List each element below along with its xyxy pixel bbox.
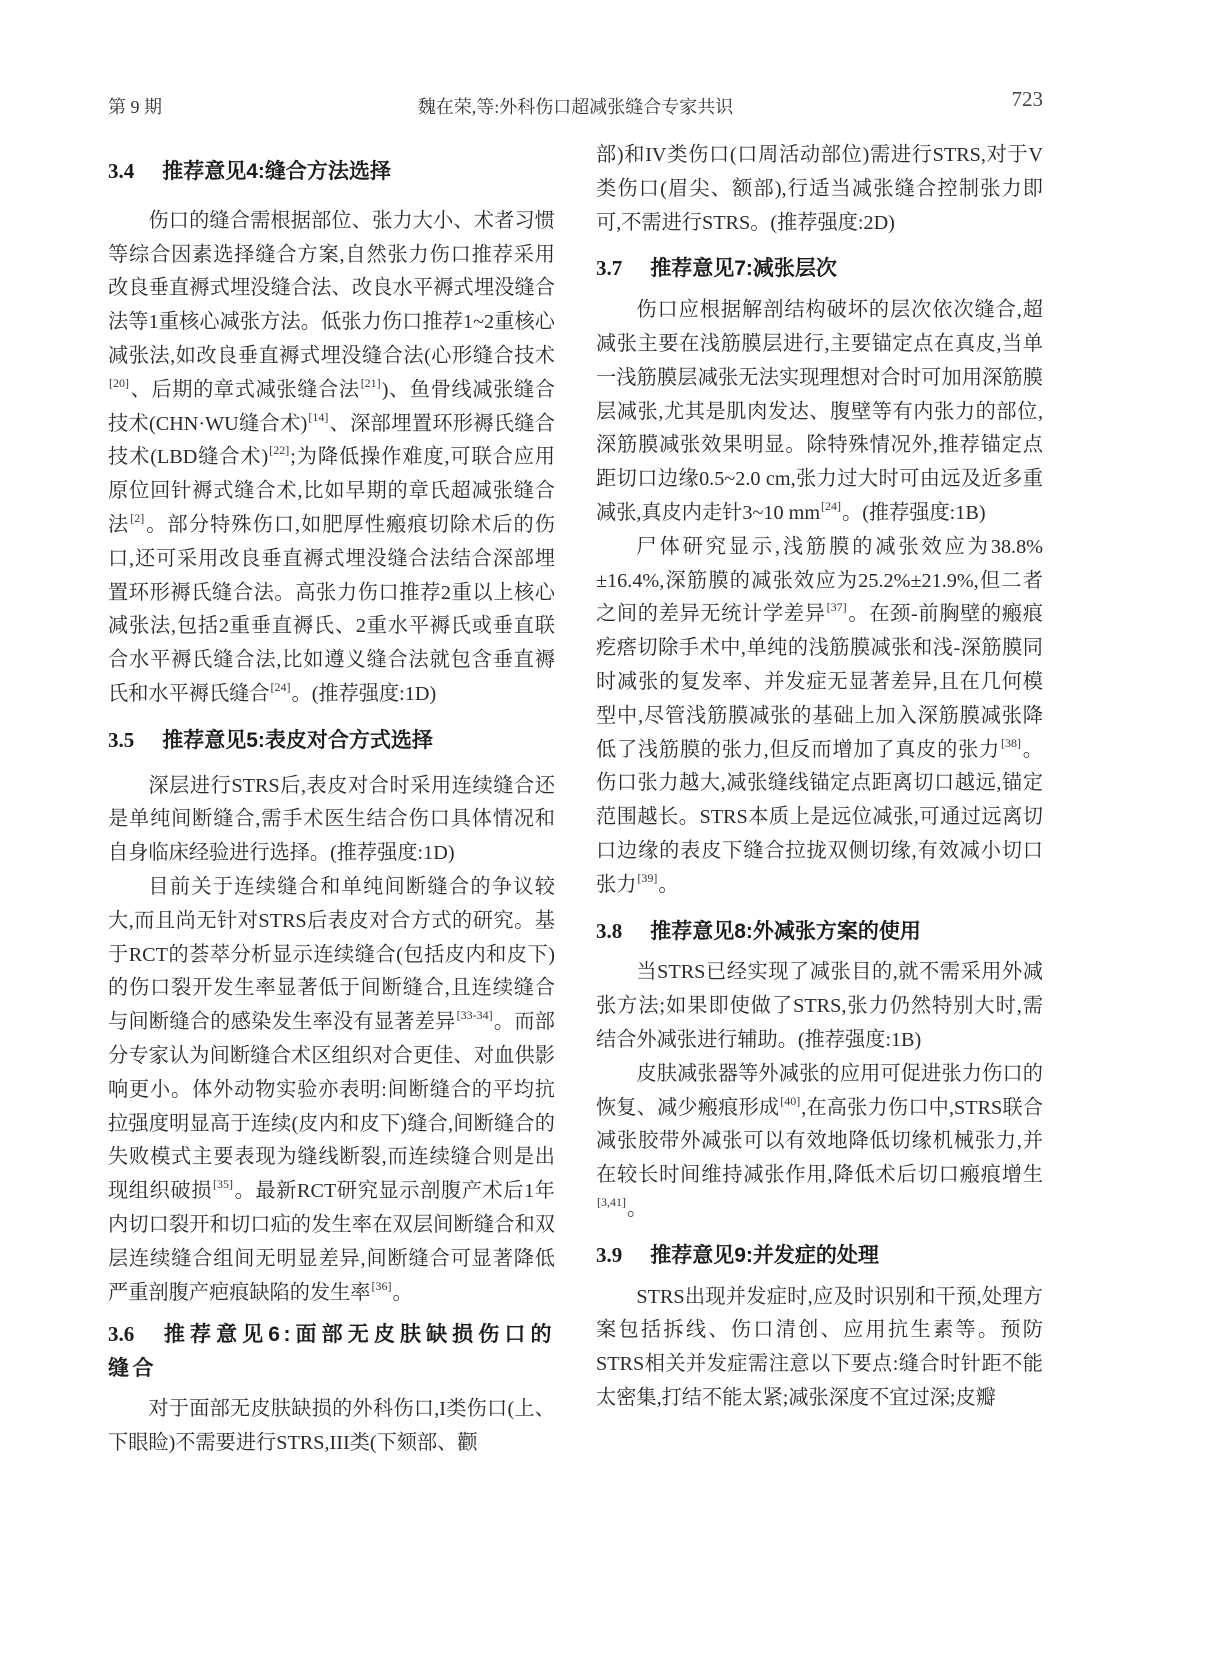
- section-number: 3.4: [108, 159, 135, 183]
- section-number: 3.9: [596, 1242, 623, 1267]
- text-run: 、深部埋置环形褥氏缝合技术(LBD缝合术): [108, 412, 555, 469]
- text-run: 。: [392, 1281, 413, 1304]
- page-number: 723: [1011, 87, 1043, 111]
- section-title: 推荐意见7:减张层次: [650, 257, 837, 281]
- section-heading-3-6: [108, 1318, 555, 1386]
- citation-ref: [36]: [371, 1278, 392, 1293]
- citation-ref: [40]: [780, 1093, 801, 1108]
- text-run: 。(推荐强度:1B): [842, 501, 986, 524]
- section-heading-3-9: [596, 1239, 1043, 1273]
- citation-ref: [38]: [1001, 735, 1022, 750]
- text-run: )、鱼骨线减张缝合技术(CHN·WU缝合术): [108, 378, 555, 435]
- section-title: 推荐意见8:外减张方案的使用: [650, 919, 921, 943]
- text-run: 伤口的缝合需根据部位、张力大小、术者习惯等综合因素选择缝合方案,自然张力伤口推荐采用改良垂直褥式埋没缝合法、改良水平褥式埋没缝合法等1重核心减张方法。低张力伤口推荐1~2重核心减张法,如改良垂直褥式埋没缝合法(心形缝合技术: [108, 209, 555, 367]
- section-heading-3-8: [596, 915, 1043, 949]
- text-run: 伤口应根据解剖结构破坏的层次依次缝合,超减张主要在浅筋膜层进行,主要锚定点在真皮,当单一浅筋膜层减张无法实现理想对合时可加用深筋膜层减张,尤其是肌肉发达、腹壁等有内张力的部位,深筋膜减张效果明显。除特殊情况外,推荐锚定点距切口边缘0.5~2.0 cm,张力过大时可由远及近多重减张,真皮内走针3~10 mm: [596, 299, 1043, 524]
- section-number: 3.6: [108, 1322, 135, 1347]
- body-paragraph: [596, 1281, 1043, 1416]
- citation-ref: [14]: [308, 409, 329, 424]
- text-run: STRS出现并发症时,应及时识别和干预,处理方案包括拆线、伤口清创、应用抗生素等。预防STRS相关并发症需注意以下要点:缝合时针距不能太密集,打结不能太紧;减张深度不宜过深;皮瓣: [596, 1285, 1043, 1409]
- section-heading-3-7: [596, 252, 1043, 286]
- text-run: 深层进行STRS后,表皮对合时采用连续缝合还是单纯间断缝合,需手术医生结合伤口具体情况和自身临床经验进行选择。(推荐强度:1D): [108, 774, 555, 865]
- citation-ref: [21]: [360, 375, 381, 390]
- text-run: 。最新RCT研究显示剖腹产术后1年内切口裂开和切口疝的发生率在双层间断缝合和双层连续缝合组间无明显差异,间断缝合可显著降低严重剖腹产疤痕缺陷的发生率: [108, 1180, 555, 1304]
- text-run: 尸体研究显示,浅筋膜的减张效应为38.8%±16.4%,深筋膜的减张效应为25.2%±21.9%,但二者之间的差异无统计学差异: [596, 535, 1043, 626]
- citation-ref: [22]: [269, 443, 290, 458]
- body-paragraph: [108, 1393, 555, 1461]
- text-run: ,在高张力伤口中,STRS联合减张胶带外减张可以有效地降低切缘机械张力,并在较长时间维持减张作用,降低术后切口瘢痕增生: [596, 1096, 1043, 1187]
- section-heading-3-5: [108, 724, 555, 758]
- section-title: 推荐意见5:表皮对合方式选择: [162, 728, 433, 752]
- text-run: 。: [627, 1197, 648, 1220]
- text-run: 。(推荐强度:1D): [291, 682, 437, 705]
- text-run: 。在颈-前胸壁的瘢痕疙瘩切除手术中,单纯的浅筋膜减张和浅-深筋膜同时减张的复发率、并发症无显著差异,且在几何模型中,尽管浅筋膜减张的基础上加入深筋膜减张降低了浅筋膜的张力,但反而增加了真皮的张力: [596, 603, 1043, 761]
- running-title: 魏在荣,等:外科伤口超减张缝合专家共识: [417, 97, 734, 117]
- body-paragraph: [596, 294, 1043, 531]
- text-run: 。伤口张力越大,减张缝线锚定点距离切口越远,锚定范围越长。STRS本质上是远位减张,可通过远离切口边缘的表皮下缝合拉拢双侧切缘,有效减小切口张力: [596, 738, 1043, 896]
- left-column: [108, 143, 555, 1460]
- body-paragraph-continued: [596, 139, 1043, 240]
- section-number: 3.7: [596, 256, 623, 281]
- body-paragraph: [108, 205, 555, 712]
- body-paragraph: [596, 531, 1043, 903]
- body-paragraph: [596, 1058, 1043, 1227]
- text-run: 、后期的章式减张缝合法: [130, 378, 360, 401]
- citation-ref: [24]: [270, 679, 291, 694]
- issue-label: 第 9 期: [108, 97, 162, 117]
- citation-ref: [39]: [637, 870, 658, 885]
- section-title: 推荐意见9:并发症的处理: [650, 1243, 879, 1267]
- text-run: 部)和IV类伤口(口周活动部位)需进行STRS,对于V类伤口(眉尖、额部),行适当减张缝合控制张力即可,不需进行STRS。(推荐强度:2D): [596, 144, 1043, 234]
- body-paragraph: [596, 956, 1043, 1057]
- body-paragraph: [108, 871, 555, 1310]
- text-run: ;为降低操作难度,可联合应用原位回针褥式缝合术,比如早期的章氏超减张缝合法: [108, 446, 555, 536]
- text-run: 皮肤减张器等外减张的应用可促进张力伤口的恢复、减少瘢痕形成: [596, 1062, 1043, 1119]
- right-column: [596, 139, 1043, 1416]
- body-paragraph: [108, 770, 555, 871]
- text-run: 。: [658, 873, 679, 896]
- citation-ref: [24]: [821, 498, 842, 513]
- text-run: 。而部分专家认为间断缝合术区组织对合更佳、对血供影响更小。体外动物实验亦表明:间断缝合的平均抗拉强度明显高于连续(皮内和皮下)缝合,间断缝合的失败模式主要表现为缝线断裂,而连续缝合则是出现组织破损: [108, 1011, 555, 1203]
- citation-ref: [20]: [109, 375, 129, 390]
- citation-ref: [2]: [130, 510, 145, 525]
- section-number: 3.8: [596, 918, 623, 943]
- text-run: 对于面部无皮肤缺损的外科伤口,I类伤口(上、下眼睑)不需要进行STRS,III类(下颏部、颧: [108, 1397, 555, 1454]
- section-heading-3-4: [108, 155, 555, 189]
- citation-ref: [37]: [826, 600, 847, 615]
- section-title: 推荐意见4:缝合方法选择: [162, 160, 391, 183]
- citation-ref: [3,41]: [597, 1194, 626, 1209]
- text-run: 当STRS已经实现了减张目的,就不需采用外减张方法;如果即使做了STRS,张力仍然特别大时,需结合外减张进行辅助。(推荐强度:1B): [596, 961, 1043, 1051]
- citation-ref: [33-34]: [456, 1008, 493, 1023]
- section-number: 3.5: [108, 727, 135, 752]
- citation-ref: [35]: [213, 1177, 234, 1192]
- section-title: 推荐意见6:面部无皮肤缺损伤口的缝合: [108, 1323, 555, 1381]
- text-run: 。部分特殊伤口,如肥厚性瘢痕切除术后的伤口,还可采用改良垂直褥式埋没缝合法结合深部埋置环形褥氏缝合法。高张力伤口推荐2重以上核心减张法,包括2重垂直褥氏、2重水平褥氏或垂直联合水平褥氏缝合法,比如遵义缝合法就包含垂直褥氏和水平褥氏缝合: [108, 513, 555, 705]
- text-run: 目前关于连续缝合和单纯间断缝合的争议较大,而且尚无针对STRS后表皮对合方式的研究。基于RCT的荟萃分析显示连续缝合(包括皮内和皮下)的伤口裂开发生率显著低于间断缝合,且连续缝合与间断缝合的感染发生率没有显著差异: [108, 875, 555, 1034]
